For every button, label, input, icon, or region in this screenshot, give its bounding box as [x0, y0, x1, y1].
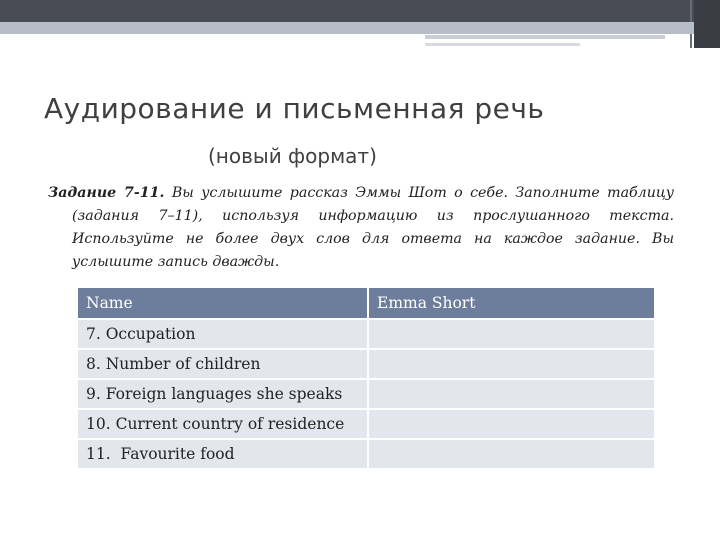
row-label: [77, 409, 368, 439]
table-row: [77, 349, 655, 379]
row-number: 7.: [86, 325, 101, 343]
task-instructions: [48, 182, 674, 274]
row-label: [77, 439, 368, 469]
answer-table: [76, 286, 656, 470]
row-number: 8.: [86, 355, 101, 373]
row-number: 10.: [86, 415, 111, 433]
table-row: [77, 409, 655, 439]
row-label: [77, 349, 368, 379]
table-row: [77, 439, 655, 469]
answer-cell[interactable]: [368, 319, 655, 349]
answer-cell[interactable]: [368, 439, 655, 469]
answer-cell[interactable]: [368, 379, 655, 409]
answer-cell[interactable]: [368, 409, 655, 439]
answer-cell[interactable]: [368, 349, 655, 379]
row-number: 11.: [86, 445, 111, 463]
task-text: Вы услышите рассказ Эммы Шот о себе. Заполните таблицу (задания 7–11), используя информацию из прослушанного текста. Используйте не более двух слов для ответа на каждое задание. Вы услышите запись дважды.: [72, 185, 674, 270]
row-text: Occupation: [100, 325, 196, 343]
table-row: [77, 319, 655, 349]
row-text: Foreign languages she speaks: [100, 385, 343, 403]
decor-stripe-thin: [425, 35, 665, 39]
header-name: Name: [77, 287, 368, 319]
task-lead: Задание 7-11.: [48, 185, 165, 201]
table-row: [77, 379, 655, 409]
decor-stripe-thinner: [425, 43, 580, 46]
row-number: 9.: [86, 385, 101, 403]
table-header-row: [77, 287, 655, 319]
row-label: [77, 319, 368, 349]
row-text: Current country of residence: [110, 415, 345, 433]
row-text: Favourite food: [110, 445, 235, 463]
row-text: Number of children: [100, 355, 261, 373]
header-emma-short: Emma Short: [368, 287, 655, 319]
top-decor-bar: [0, 0, 720, 22]
decor-stripe: [0, 22, 694, 34]
row-label: [77, 379, 368, 409]
slide-subtitle: (новый формат): [208, 144, 377, 168]
corner-decor: [694, 0, 720, 48]
slide-title: Аудирование и письменная речь: [44, 92, 545, 125]
